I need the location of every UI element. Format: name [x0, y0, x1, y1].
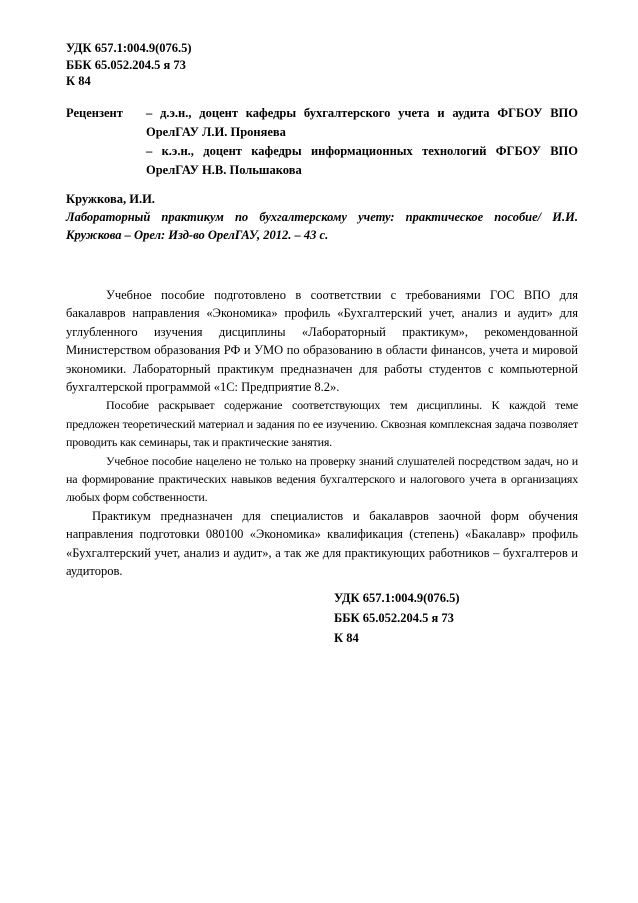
reviewer-1: – д.э.н., доцент кафедры бухгалтерского учета и аудита ФГБОУ ВПО ОрелГАУ Л.И. Проняева [146, 106, 578, 139]
reviewer-2: – к.э.н., доцент кафедры информационных технологий ФГБОУ ВПО ОрелГАУ Н.В. Польшакова [146, 144, 578, 177]
footer-udk-code: УДК 657.1:004.9(076.5) [334, 591, 460, 605]
reviewers-block [66, 104, 578, 180]
footer-author-mark: К 84 [334, 631, 359, 645]
abstract-paragraph-3: Учебное пособие нацелено не только на проверку знаний слушателей посредством задач, но и на формирование практических навыков ведения бухгалтерского и налогового учета в организациях любых форм собственности. [66, 453, 578, 505]
abstract-paragraph-1: Учебное пособие подготовлено в соответствии с требованиями ГОС ВПО для бакалавров направления «Экономика» профиль «Бухгалтерский учет, анализ и аудит» для углубленного изучения дисциплины «Лабораторный практикум», рекомендованной Министерством образования РФ и УМО по образованию в области финансов, учета и мировой экономики. Лабораторный практикум предназначен для работы студентов с компьютерной бухгалтерской программой «1С: Предприятие 8.2». [66, 288, 578, 395]
abstract-paragraph-2: Пособие раскрывает содержание соответствующих тем дисциплины. К каждой теме предложен теоретический материал и задания по ее изучению. Сквозная комплексная задача позволяет проводить как семинары, так и практические занятия. [66, 398, 578, 450]
citation: Лабораторный практикум по бухгалтерскому учету: практическое пособие/ И.И. Кружкова – Орел: Изд-во ОрелГАУ, 2012. – 43 с. [66, 210, 578, 242]
abstract [66, 286, 578, 581]
abstract-paragraph-4: Практикум предназначен для специалистов и бакалавров заочной форм обучения направления подготовки 080100 «Экономика» квалификация (степень) «Бакалавр» профиль «Бухгалтерский учет, анализ и аудит», а так же для практикующих работников – бухгалтеров и аудиторов. [66, 508, 578, 579]
udk-code: УДК 657.1:004.9(076.5) [66, 41, 192, 55]
author-name: Кружкова, И.И. [66, 192, 155, 206]
reviewer-row-2 [66, 142, 578, 180]
footer-bbk-code: ББК 65.052.204.5 я 73 [334, 611, 454, 625]
reviewer-row-1 [66, 104, 578, 142]
bbk-code: ББК 65.052.204.5 я 73 [66, 57, 186, 72]
reviewer-label: Рецензент [66, 106, 123, 120]
footer-classification-codes [334, 588, 574, 648]
author-mark: К 84 [66, 74, 91, 88]
header-classification-codes [66, 40, 578, 90]
bibliographic-record [66, 190, 578, 244]
